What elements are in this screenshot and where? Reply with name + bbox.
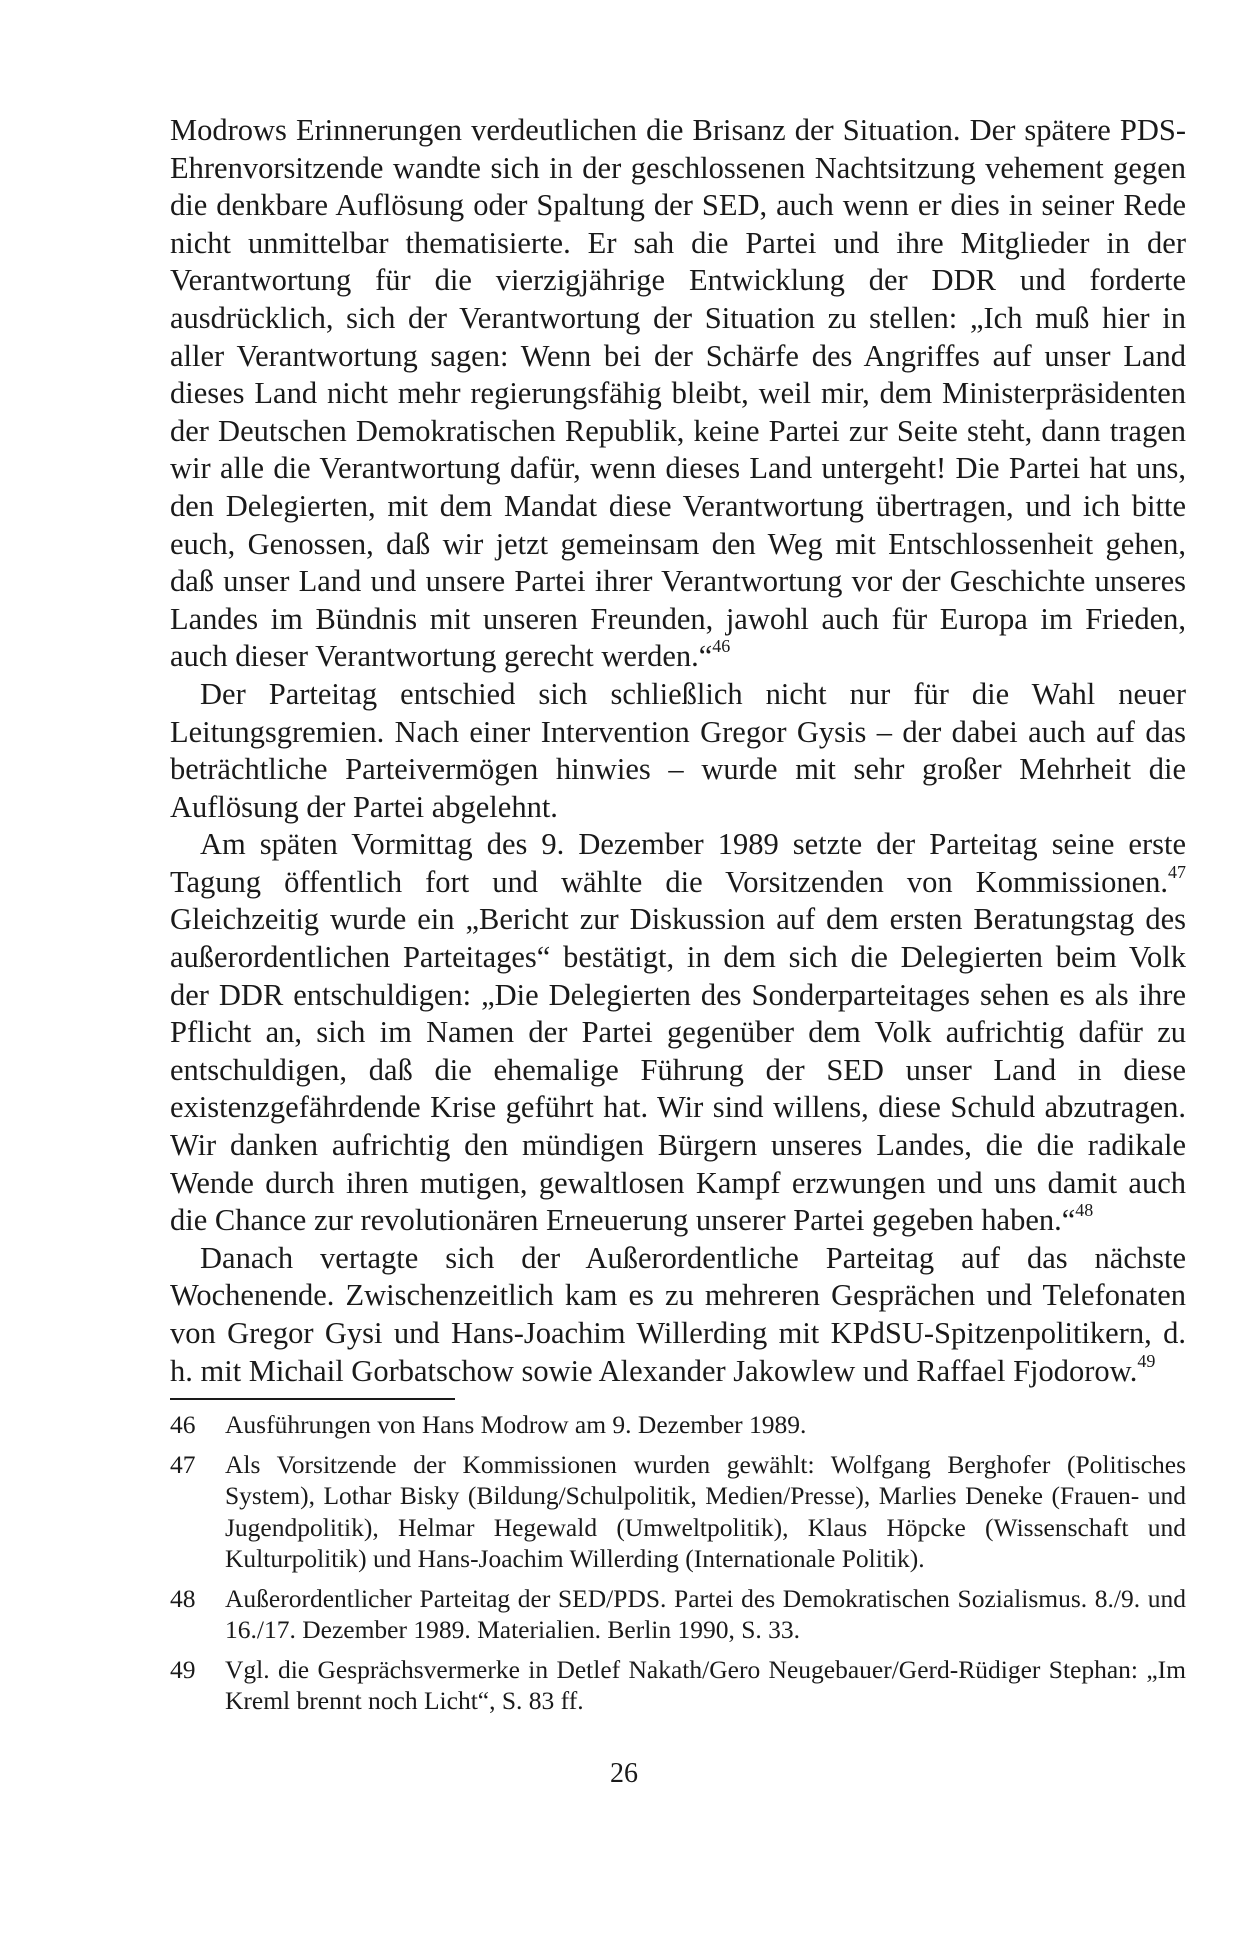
footnote-ref-49: 49 [1137,1350,1156,1371]
footnotes [170,1409,1186,1725]
footnote-ref-47: 47 [1168,861,1186,882]
footnote-text: Als Vorsitzende der Kommissionen wurden gewählt: Wolfgang Berghofer (Politisches System), Lothar Bisky (Bildung/Schulpolitik, Medien/Presse), Marlies Deneke (Frauen- und Jugendpolitik), Helmar Hegewald (Umweltpolitik), Klaus Höpcke (Wissenschaft und Kulturpolitik) und Hans-Joachim Willerding (Internationale Politik). [225,1449,1186,1573]
paragraph-4-text: Danach vertagte sich der Außerordentliche Parteitag auf das nächste Wochenende. Zwischenzeitlich kam es zu mehreren Gesprächen und Telefonaten von Gregor Gysi und Hans-Joachim Willerding mit KPdSU-Spitzenpolitikern, d. h. mit Michail Gorbatschow sowie Alexander Jakowlew und Raffael Fjodorow. [170,1240,1186,1388]
paragraph-2-text: Der Parteitag entschied sich schließlich nicht nur für die Wahl neuer Leitungsgremien. Nach einer Intervention Gregor Gysis – der dabei auch auf das beträchtliche Parteivermögen hinwies – wurde mit sehr großer Mehrheit die Auflösung der Partei abgelehnt. [170,676,1186,824]
footnote-49 [170,1654,1186,1717]
footnote-text: Vgl. die Gesprächsvermerke in Detlef Nakath/Gero Neugebauer/Gerd-Rüdiger Stephan: „Im Kreml brennt noch Licht“, S. 83 ff. [225,1654,1186,1715]
footnote-text: Ausführungen von Hans Modrow am 9. Dezember 1989. [225,1410,807,1439]
footnote-46 [170,1409,1186,1441]
paragraph-2 [170,676,1186,826]
paragraph-1-text: Modrows Erinnerungen verdeutlichen die Brisanz der Situation. Der spätere PDS-Ehrenvorsitzende wandte sich in der geschlossenen Nachtsitzung vehement gegen die denkbare Auflösung oder Spaltung der SED, auch wenn er dies in seiner Rede nicht unmittelbar thematisierte. Er sah die Partei und ihre Mitglieder in der Verantwortung für die vierzigjährige Entwicklung der DDR und forderte ausdrücklich, sich der Verantwortung der Situation zu stellen: „Ich muß hier in aller Verantwortung sagen: Wenn bei der Schärfe des Angriffes auf unser Land dieses Land nicht mehr regierungsfähig bleibt, weil mir, dem Ministerpräsidenten der Deutschen Demokratischen Republik, keine Partei zur Seite steht, dann tragen wir alle die Verantwortung dafür, wenn dieses Land untergeht! Die Partei hat uns, den Delegierten, mit dem Mandat diese Verantwortung übertragen, und ich bitte euch, Genossen, daß wir jetzt gemeinsam den Weg mit Entschlossenheit gehen, daß unser Land und unsere Partei ihrer Verantwortung vor der Geschichte unseres Landes im Bündnis mit unseren Freunden, jawohl auch für Europa im Frieden, auch dieser Verantwortung gerecht werden.“ [170,113,1186,674]
footnote-number: 46 [170,1410,196,1439]
paragraph-4 [170,1240,1186,1390]
footnote-47 [170,1449,1186,1575]
footnote-text: Außerordentlicher Parteitag der SED/PDS. Partei des Demokratischen Sozialismus. 8./9. und 16./17. Dezember 1989. Materialien. Berlin 1990, S. 33. [225,1583,1186,1644]
paragraph-3-text-b: Gleichzeitig wurde ein „Bericht zur Diskussion auf dem ersten Beratungstag des außerordentlichen Parteitages“ bestätigt, in dem sich die Delegierten beim Volk der DDR entschuldigen: „Die Delegierten des Sonderparteitages sehen es als ihre Pflicht an, sich im Namen der Partei gegenüber dem Volk aufrichtig dafür zu entschuldigen, daß die ehemalige Führung der SED unser Land in diese existenzgefährdende Krise geführt hat. Wir sind willens, diese Schuld abzutragen. Wir danken aufrichtig den mündigen Bürgern unseres Landes, die die radikale Wende durch ihren mutigen, gewaltlosen Kampf erzwungen und uns damit auch die Chance zur revolutionären Erneuerung unserer Partei gegeben haben.“ [170,902,1186,1238]
footnote-separator [170,1398,455,1400]
footnote-number: 49 [170,1654,196,1684]
footnote-ref-46: 46 [712,636,731,657]
footnote-48 [170,1583,1186,1646]
page-number: 26 [610,1758,638,1789]
paragraph-3 [170,826,1186,1240]
footnote-number: 47 [170,1449,196,1479]
paragraph-1 [170,112,1186,676]
footnote-ref-48: 48 [1075,1200,1094,1221]
footnote-number: 48 [170,1583,196,1613]
main-text [170,112,1186,1390]
paragraph-3-text-a: Am späten Vormittag des 9. Dezember 1989 setzte der Parteitag seine erste Tagung öffentlich fort und wählte die Vorsitzenden von Kommissionen. [170,827,1186,899]
